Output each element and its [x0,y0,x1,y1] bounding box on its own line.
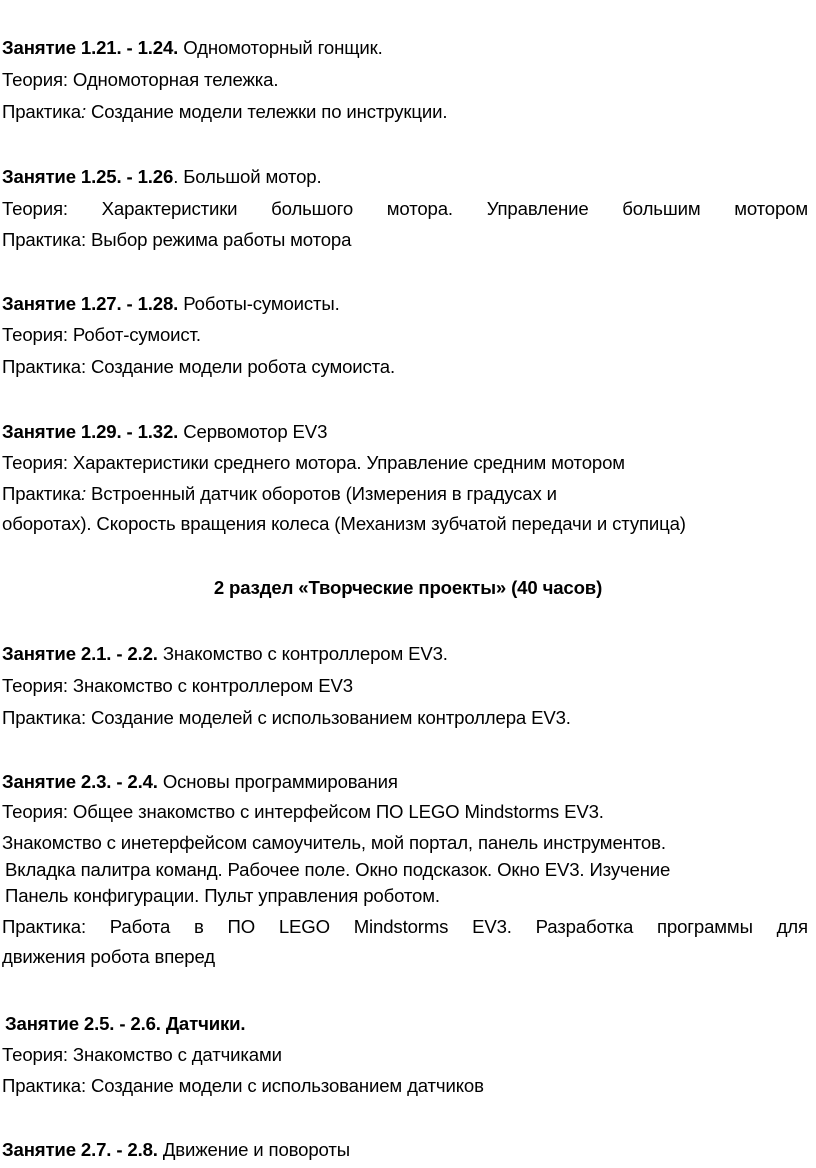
lesson-1-25-title [2,165,808,189]
lesson-1-27-theory: Теория: Робот-сумоист. [2,324,201,345]
lesson-title-text: Знакомство с контроллером EV3. [157,643,448,664]
lesson-1-21-title [2,36,808,60]
practice-colon: : [80,101,87,122]
lesson-2-5-title [5,1012,808,1036]
lesson-1-27-title [2,292,808,316]
section-heading [0,576,816,600]
lesson-2-3-practice-cont: движения робота вперед [2,946,215,967]
practice-word: Практика: [2,916,86,937]
lesson-2-3-theory-cont-2: Вкладка палитра команд. Рабочее поле. Окно подсказок. Окно EV3. Изучение [5,859,671,880]
practice-word: в [194,916,204,937]
lesson-1-29-practice-cont: оборотах). Скорость вращения колеса (Механизм зубчатой передачи и ступица) [2,513,686,534]
practice-word: Разработка [535,916,634,937]
theory-word: мотором [734,198,808,219]
practice-word: ПО [227,916,256,937]
lesson-1-29-practice [2,482,808,506]
lesson-1-25-practice: Практика: Выбор режима работы мотора [2,229,352,250]
practice-text: Создание модели тележки по инструкции. [86,101,448,122]
practice-text: Встроенный датчик оборотов (Измерения в градусах и [86,483,557,504]
theory-word: большим [622,198,701,219]
section-heading-text: 2 раздел «Творческие проекты» (40 часов) [213,577,603,598]
lesson-2-1-theory: Теория: Знакомство с контроллером EV3 [2,675,353,696]
lesson-title-number: Занятие 1.27. - 1.28. [2,293,179,314]
practice-label: Практика [2,483,81,504]
theory-word: Характеристики [101,198,238,219]
practice-word: программы [656,916,753,937]
lesson-title-number: Занятие 2.5. - 2.6. Датчики. [5,1013,246,1034]
lesson-1-29-theory: Теория: Характеристики среднего мотора. Управление средним мотором [2,452,625,473]
theory-word: большого [271,198,354,219]
practice-word: Работа [109,916,171,937]
lesson-title-text: Сервомотор EV3 [178,421,328,442]
practice-label: Практика [2,101,81,122]
lesson-title-text: Одномоторный гонщик. [178,37,383,58]
lesson-2-3-title [2,770,808,794]
lesson-title-number: Занятие 2.1. - 2.2. [2,643,158,664]
lesson-2-1-title [2,642,808,666]
lesson-title-number: Занятие 1.25. - 1.26 [2,166,174,187]
lesson-2-1-practice: Практика: Создание моделей с использованием контроллера EV3. [2,707,571,728]
practice-word: для [776,916,808,937]
lesson-1-29-title [2,420,808,444]
lesson-title-number: Занятие 1.29. - 1.32. [2,421,179,442]
lesson-1-25-theory [2,197,808,221]
practice-word: Mindstorms [353,916,449,937]
lesson-title-text: . Большой мотор. [173,166,322,187]
theory-word: мотора. [386,198,453,219]
lesson-title-text: Основы программирования [157,771,398,792]
lesson-title-text: Роботы-сумоисты. [178,293,340,314]
lesson-1-21-theory: Теория: Одномоторная тележка. [2,69,279,90]
theory-word: Теория: [2,198,68,219]
lesson-2-3-theory: Теория: Общее знакомство с интерфейсом ПО LEGO Mindstorms EV3. [2,801,604,822]
theory-word: Управление [486,198,589,219]
lesson-title-number: Занятие 2.3. - 2.4. [2,771,158,792]
lesson-2-5-practice: Практика: Создание модели с использованием датчиков [2,1075,484,1096]
lesson-title-text: Движение и повороты [157,1139,350,1160]
lesson-2-3-theory-cont-3: Панель конфигурации. Пульт управления роботом. [5,885,440,906]
lesson-2-3-theory-cont-1: Знакомство с инетерфейсом самоучитель, мой портал, панель инструментов. [2,832,666,853]
lesson-title-number: Занятие 1.21. - 1.24. [2,37,179,58]
lesson-2-5-theory: Теория: Знакомство с датчиками [2,1044,282,1065]
practice-colon: : [80,483,87,504]
lesson-1-27-practice: Практика: Создание модели робота сумоиста. [2,356,396,377]
lesson-2-7-title [2,1138,808,1162]
lesson-1-21-practice [2,100,808,124]
practice-word: EV3. [472,916,512,937]
practice-word: LEGO [278,916,330,937]
lesson-2-3-practice [2,915,808,939]
lesson-title-number: Занятие 2.7. - 2.8. [2,1139,158,1160]
